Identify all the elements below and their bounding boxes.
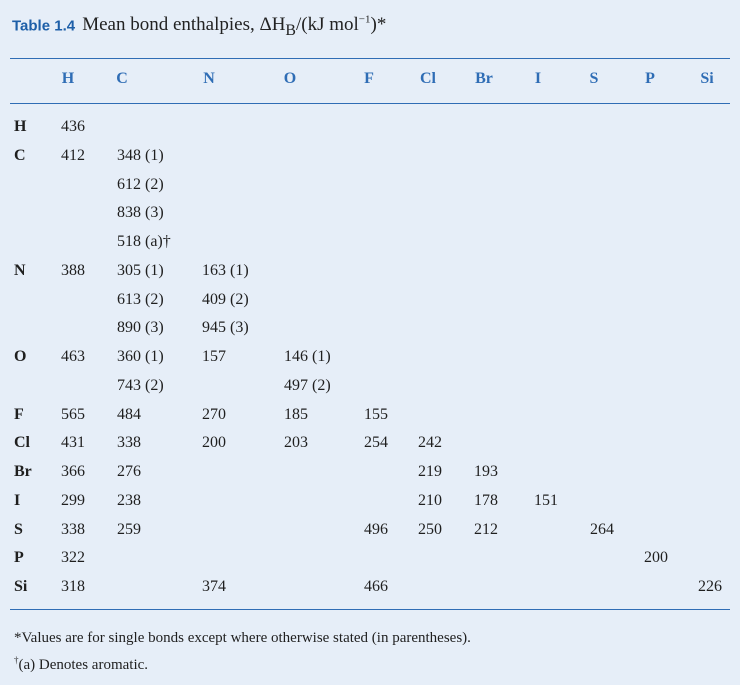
bond-value-f-n: 270 (202, 406, 226, 423)
bond-value-c-c: 838 (3) (117, 204, 164, 222)
bond-value-o-h: 463 (61, 348, 85, 365)
bond-value-c-h: 412 (61, 147, 85, 164)
footnotes (14, 627, 471, 676)
bond-value-i-i: 151 (534, 492, 558, 509)
row-label-p: P (14, 549, 24, 566)
table-title-text: Mean bond enthalpies, $\Delta H_B/(kJ$ mol$^{-1}$)* (82, 14, 387, 40)
bond-value-n-h: 388 (61, 262, 85, 279)
table-title (12, 14, 386, 40)
bond-value-s-cl: 250 (418, 521, 442, 538)
header-rule (10, 103, 730, 104)
bond-value-br-h: 366 (61, 463, 85, 480)
bond-value-o-c: 743 (2) (117, 376, 164, 394)
column-header-s: S (589, 70, 599, 87)
bond-value-i-c: 238 (117, 492, 141, 509)
bond-value-n-n: 945 (3) (202, 319, 249, 337)
row-label-o: O (14, 348, 27, 365)
bond-value-p-h: 322 (61, 549, 85, 566)
bond-value-i-h: 299 (61, 492, 85, 509)
row-label-cl: Cl (14, 434, 30, 451)
bond-value-si-n: 374 (202, 578, 226, 595)
bond-value-cl-c: 338 (117, 434, 141, 451)
bond-value-f-h: 565 (61, 406, 85, 423)
row-label-h: H (14, 118, 27, 135)
bond-value-br-cl: 219 (418, 463, 442, 480)
bond-value-o-c: 360 (1) (117, 348, 164, 365)
column-header-h: H (61, 70, 75, 87)
column-header-br: Br (475, 70, 493, 87)
table-label: Table 1.4 (12, 17, 76, 35)
top-rule (10, 58, 730, 59)
bond-value-s-s: 264 (590, 521, 614, 538)
bond-value-cl-h: 431 (61, 434, 85, 451)
row-label-f: F (14, 406, 24, 423)
bond-value-si-f: 466 (364, 578, 388, 595)
bond-value-f-f: 155 (364, 406, 388, 423)
bond-value-h-h: 436 (61, 118, 85, 135)
bond-value-n-c: 613 (2) (117, 290, 164, 308)
bond-value-br-c: 276 (117, 463, 141, 480)
bond-value-n-c: 305 (1) (117, 262, 164, 279)
bond-value-c-c: 348 (1) (117, 147, 164, 164)
column-header-cl: Cl (420, 70, 436, 87)
column-header-f: F (364, 70, 374, 87)
bond-value-f-c: 484 (117, 406, 141, 423)
row-label-n: N (14, 262, 26, 279)
footnote-aromatic: †(a) Denotes aromatic. (14, 655, 149, 673)
row-label-br: Br (14, 463, 32, 480)
bond-value-cl-f: 254 (364, 434, 388, 451)
bond-value-cl-o: 203 (284, 434, 308, 451)
bond-value-s-c: 259 (117, 521, 141, 538)
footnote-single-bonds: *Values are for single bonds except where otherwise stated (in parentheses). (14, 630, 471, 646)
row-label-i: I (14, 492, 21, 509)
column-header-o: O (283, 70, 297, 87)
column-header-c: C (116, 70, 128, 87)
bond-value-p-p: 200 (644, 549, 668, 566)
row-label-s: S (14, 521, 23, 538)
bond-value-si-h: 318 (61, 578, 85, 595)
bond-value-f-o: 185 (284, 406, 308, 423)
column-header-si: Si (700, 70, 714, 87)
bond-value-c-c: 518 (a)† (117, 233, 171, 251)
bond-value-o-o: 146 (1) (284, 348, 331, 365)
row-label-c: C (14, 147, 26, 164)
bond-value-n-n: 409 (2) (202, 290, 249, 308)
bond-value-n-n: 163 (1) (202, 262, 249, 279)
row-label-si: Si (14, 578, 28, 595)
bond-value-i-cl: 210 (418, 492, 442, 509)
bond-value-s-br: 212 (474, 521, 498, 538)
column-header-i: I (534, 70, 542, 87)
bond-value-n-c: 890 (3) (117, 319, 164, 337)
column-header-p: P (645, 70, 655, 87)
column-header-n: N (203, 70, 215, 87)
bond-value-si-si: 226 (698, 578, 722, 595)
bond-value-o-o: 497 (2) (284, 376, 331, 394)
bond-value-s-f: 496 (364, 521, 388, 538)
bond-value-i-br: 178 (474, 492, 498, 509)
bond-value-cl-cl: 242 (418, 434, 442, 451)
bond-value-br-br: 193 (474, 463, 498, 480)
bottom-rule (10, 609, 730, 610)
bond-value-s-h: 338 (61, 521, 85, 538)
bond-value-o-n: 157 (202, 348, 226, 365)
bond-value-c-c: 612 (2) (117, 175, 164, 193)
bond-value-cl-n: 200 (202, 434, 226, 451)
